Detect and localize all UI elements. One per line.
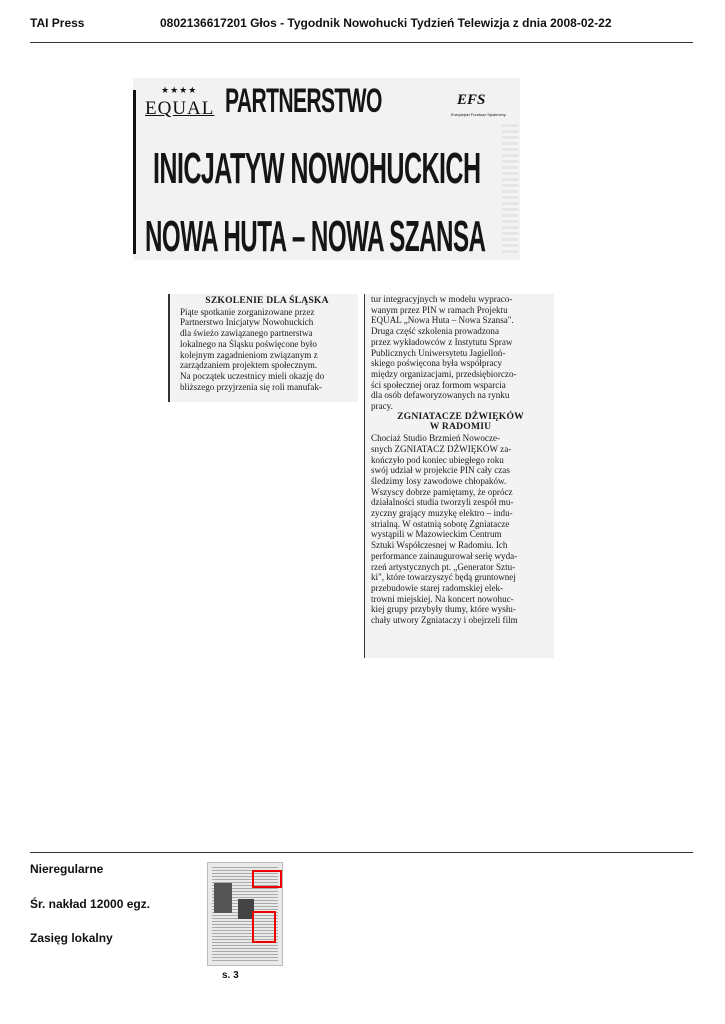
text-line: EQUAL „Nowa Huta – Nowa Szansa". bbox=[371, 315, 514, 326]
thumbnail-highlight-article bbox=[252, 911, 276, 943]
text-line: kiej grupy przybyły tłumy, które wysłu- bbox=[371, 604, 516, 615]
text-line: ki", które towarzyszyć będą gruntownej bbox=[371, 572, 516, 583]
text-line: Chociaż Studio Brzmień Nowocze- bbox=[371, 433, 501, 444]
text-line: tur integracyjnych w modelu wypraco- bbox=[371, 294, 513, 304]
text-line: Druga część szkolenia prowadzona bbox=[371, 326, 500, 337]
text-line: działalności studia tworzyli zespół mu- bbox=[371, 497, 514, 508]
headline-line-2: INICJATYW NOWOHUCKICH bbox=[153, 144, 481, 193]
text-line: rzeń artystycznych pt. „Generator Sztu- bbox=[371, 561, 516, 572]
column-1-text bbox=[180, 307, 354, 393]
thumbnail-highlight-headline bbox=[252, 870, 282, 888]
text-line: przebudowie starej radomskiej elek- bbox=[371, 582, 504, 593]
text-line: zyczny grający muzykę elektro – indu- bbox=[371, 508, 513, 519]
text-line: wanym przez PIN w ramach Projektu bbox=[371, 304, 508, 315]
text-line: chały utwory Zgniataczy i obejrzeli film bbox=[371, 615, 518, 626]
header-source: TAI Press bbox=[30, 16, 85, 30]
ghost-text bbox=[502, 124, 518, 254]
top-rule bbox=[30, 42, 693, 43]
text-line: skiego poświęcona była współpracy bbox=[371, 358, 503, 369]
headline-line-3: NOWA HUTA – NOWA SZANSA bbox=[145, 212, 486, 260]
text-line: Publicznych Uniwersytetu Jagielloń- bbox=[371, 347, 506, 358]
equal-text: EQUAL bbox=[145, 98, 215, 119]
text-line: ści społecznej oraz formom wsparcia bbox=[371, 379, 506, 390]
article-column-2 bbox=[364, 294, 554, 658]
text-line: strialną. W ostatnią sobotę Zgniatacze bbox=[371, 518, 510, 529]
range-label: Zasięg lokalny bbox=[30, 931, 113, 945]
headline-bar bbox=[133, 90, 136, 254]
headline-line-1: PARTNERSTWO bbox=[225, 82, 382, 120]
equal-stars: ★★★★ bbox=[161, 86, 198, 96]
equal-logo bbox=[143, 86, 215, 126]
text-line: pracy. bbox=[371, 401, 393, 412]
text-line: trowni miejskiej. Na koncert nowohuc- bbox=[371, 593, 514, 604]
efs-subtext: Europejski Fundusz Społeczny bbox=[451, 112, 506, 117]
headline-clipping bbox=[133, 78, 520, 260]
efs-logo bbox=[451, 92, 515, 126]
text-line: zarządzaniem projektem społecznym. bbox=[180, 360, 318, 371]
column-2a-text bbox=[371, 294, 550, 412]
page-thumbnail bbox=[207, 862, 283, 966]
article-column-1 bbox=[168, 294, 358, 402]
section-title-radom-2: W RADOMIU bbox=[429, 421, 492, 433]
text-line: Na początek uczestnicy mieli okazję do bbox=[180, 370, 325, 381]
text-line: Wszyscy dobrze pamiętamy, że oprócz bbox=[371, 486, 513, 497]
section-title-silesia: SZKOLENIE DLA ŚLĄSKA bbox=[205, 295, 329, 306]
text-line: kończyło pod koniec ubiegłego roku bbox=[371, 454, 504, 465]
bottom-rule bbox=[30, 852, 693, 853]
text-line: przez wykładowców z Instytutu Spraw bbox=[371, 336, 513, 347]
text-line: swój udział w projekcie PIN cały czas bbox=[371, 465, 510, 476]
efs-text: EFS bbox=[457, 92, 486, 108]
text-line: dla osób defaworyzowanych na rynku bbox=[371, 390, 510, 401]
column-2b-text bbox=[371, 433, 550, 626]
text-line: śledzimy losy zawodowe chłopaków. bbox=[371, 475, 507, 486]
page-number: s. 3 bbox=[222, 970, 239, 981]
text-line: Sztuki Współczesnej w Radomiu. Ich bbox=[371, 540, 508, 551]
text-line: kolejnym zagadnieniom związanym z bbox=[180, 349, 318, 360]
text-line: lokalnego na Śląsku poświęcone było bbox=[180, 338, 317, 349]
text-line: Piąte spotkanie zorganizowane przez bbox=[180, 306, 315, 317]
text-line: performance zainaugurował serię wyda- bbox=[371, 550, 518, 561]
text-line: Partnerstwo Inicjatyw Nowohuckich bbox=[180, 317, 314, 328]
text-line: wystąpili w Mazowieckim Centrum bbox=[371, 529, 502, 540]
text-line: snych ZGNIATACZ DŹWIĘKÓW za- bbox=[371, 443, 512, 454]
frequency-label: Nieregularne bbox=[30, 862, 104, 876]
text-line: dla świeżo zawiązanego partnerstwa bbox=[180, 328, 313, 339]
circulation-label: Śr. nakład 12000 egz. bbox=[30, 897, 151, 911]
thumbnail-photo-1 bbox=[214, 883, 232, 913]
section-title-radom-1: ZGNIATACZE DŹWIĘKÓW bbox=[397, 410, 524, 422]
header-meta: 0802136617201 Głos - Tygodnik Nowohucki Tydzień Telewizja z dnia 2008-02-22 bbox=[160, 16, 612, 30]
text-line: bliższego przyjrzenia się roli manufak- bbox=[180, 381, 322, 392]
text-line: między organizacjami, przedsiębiorczo- bbox=[371, 368, 517, 379]
